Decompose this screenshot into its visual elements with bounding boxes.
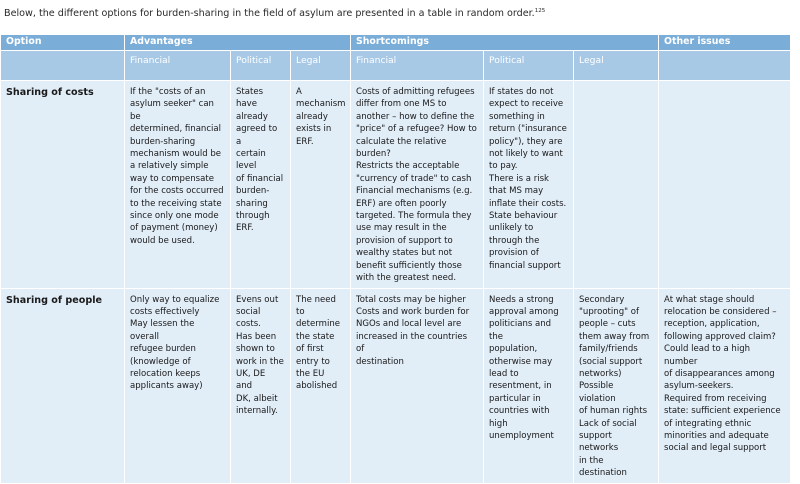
cell-text-line: burden- — [236, 186, 270, 197]
cell-text-line: of first — [296, 344, 324, 355]
cell-text-line: particular in — [489, 393, 541, 404]
cell-text-line: asylum-seekers. — [664, 381, 734, 392]
cell-text-line: asylum seeker" can be — [130, 99, 214, 122]
cell-text-line: unlikely to — [489, 223, 534, 234]
cell-text-line: of disappearances among — [664, 368, 775, 379]
cell-text-line: applicants away) — [130, 381, 203, 392]
subheader-adv-legal: Legal — [291, 51, 351, 81]
cell-text-line: provision of — [489, 248, 539, 259]
cell-adv-financial — [125, 288, 231, 483]
cell-text-line: Costs and work burden for — [356, 306, 470, 317]
cell-text-line: through the — [489, 235, 540, 246]
cell-text-line: Costs of admitting refugees — [356, 87, 475, 97]
cell-text-line: Restricts the acceptable — [356, 161, 460, 172]
cell-text-line: differ from one MS to — [356, 99, 447, 110]
cell-sh-political — [484, 288, 574, 483]
cell-text-line: Lack of social — [579, 418, 637, 429]
cell-text-line: networks) — [579, 368, 622, 379]
row-label: Sharing of people — [1, 288, 125, 483]
cell-text-line: the state — [296, 331, 335, 342]
header-advantages: Advantages — [125, 35, 351, 51]
cell-adv-legal — [291, 81, 351, 289]
cell-text-line: work in the — [236, 356, 284, 367]
cell-text-line: not likely to want — [489, 149, 563, 160]
cell-adv-financial — [125, 81, 231, 289]
cell-text-line: Only way to equalize — [130, 294, 220, 305]
cell-text-line: targeted. The formula they — [356, 211, 472, 222]
cell-text-line: way to compensate — [130, 173, 214, 184]
cell-text-line: the EU — [296, 368, 325, 379]
cell-text-line: Required from receiving — [664, 393, 767, 404]
cell-text-line: NGOs and local level are — [356, 319, 462, 330]
cell-text-line: use may result in the — [356, 223, 447, 234]
header-row-groups — [1, 35, 791, 51]
header-other-issues: Other issues — [659, 35, 791, 51]
table-row-sharing-of-people — [1, 288, 791, 483]
cell-other-issues — [659, 81, 791, 289]
cell-text-line: UK, DE and — [236, 368, 266, 392]
cell-text-line: There is a risk — [489, 173, 549, 184]
cell-text-line: calculate the relative — [356, 136, 447, 147]
cell-sh-legal — [574, 81, 659, 289]
cell-text-line: agreed to a — [236, 124, 278, 147]
cell-text-line: through — [236, 211, 270, 222]
cell-text-line: "currency of trade" to cash — [356, 173, 472, 184]
intro-sentence: Below, the different options for burden-sharing in the field of asylum are presented in a table in random order. — [4, 8, 535, 20]
cell-text-line: in the destination — [579, 455, 627, 479]
cell-text-line: Could lead to a high number — [664, 344, 751, 367]
cell-text-line: burden-sharing — [130, 136, 196, 147]
cell-text-line: already — [236, 111, 268, 122]
cell-text-line: refugee burden — [130, 344, 196, 355]
cell-text-line: certain level — [236, 149, 266, 172]
cell-text-line: Has been — [236, 331, 277, 342]
cell-text-line: May lessen the overall — [130, 319, 195, 342]
cell-text-line: otherwise may — [489, 356, 553, 367]
cell-text-line: to pay. — [489, 161, 518, 172]
cell-text-line: (social support — [579, 356, 643, 367]
cell-other-issues — [659, 288, 791, 483]
cell-text-line: destination — [356, 356, 404, 367]
cell-text-line: something in — [489, 111, 545, 122]
cell-text-line: minorities and adequate — [664, 430, 769, 441]
cell-text-line: Possible violation — [579, 381, 616, 404]
cell-text-line: reception, application, — [664, 319, 760, 330]
cell-text-line: Secondary — [579, 294, 625, 305]
cell-text-line: relocation keeps — [130, 368, 201, 379]
cell-text-line: another – how to define the — [356, 111, 475, 122]
cell-text-line: social and legal support — [664, 443, 767, 454]
cell-text-line: sharing — [236, 198, 268, 209]
table-row-sharing-of-costs — [1, 81, 791, 289]
cell-text-line: of human rights — [579, 406, 648, 417]
cell-text-line: If the "costs of an — [130, 87, 206, 97]
cell-text-line: The need — [296, 294, 336, 305]
cell-text-line: benefit sufficiently those — [356, 260, 462, 271]
cell-text-line: ERF. — [296, 136, 314, 147]
cell-text-line: exists in — [296, 124, 332, 135]
subheader-sh-financial: Financial — [351, 51, 484, 81]
cell-text-line: determined, financial — [130, 124, 222, 135]
cell-text-line: (knowledge of — [130, 356, 191, 367]
cell-text-line: policy"), they are — [489, 136, 563, 147]
cell-text-line: mechanism — [296, 99, 346, 110]
cell-text-line: increased in the countries of — [356, 331, 468, 355]
cell-text-line: following approved claim? — [664, 331, 776, 342]
cell-text-line: wealthy states but not — [356, 248, 453, 259]
cell-text-line: shown to — [236, 344, 275, 355]
cell-text-line: entry to — [296, 356, 330, 367]
cell-text-line: unemployment — [489, 430, 554, 441]
cell-text-line: them away from — [579, 331, 650, 342]
cell-text-line: Needs a strong — [489, 294, 554, 305]
row-label: Sharing of costs — [1, 81, 125, 289]
cell-text-line: provision of support to — [356, 235, 453, 246]
cell-text-line: Financial mechanisms (e.g. — [356, 186, 473, 197]
header-row-subgroups — [1, 51, 791, 81]
cell-text-line: to the receiving state — [130, 198, 222, 209]
cell-adv-political — [231, 288, 291, 483]
cell-text-line: States have — [236, 87, 264, 110]
cell-text-line: Total costs may be higher — [356, 294, 466, 305]
cell-text-line: high — [489, 418, 508, 429]
cell-text-line: countries with — [489, 406, 550, 417]
header-option: Option — [1, 35, 125, 51]
cell-text-line: costs effectively — [130, 306, 200, 317]
cell-sh-political — [484, 81, 574, 289]
cell-text-line: people – cuts — [579, 319, 636, 330]
cell-text-line: If states do not — [489, 87, 554, 97]
cell-text-line: since only one mode — [130, 211, 219, 222]
cell-text-line: return ("insurance — [489, 124, 567, 135]
cell-sh-legal — [574, 288, 659, 483]
footnote-ref: 125 — [534, 8, 546, 14]
cell-text-line: approval among — [489, 306, 559, 317]
cell-text-line: "uprooting" of — [579, 306, 640, 317]
cell-text-line: inflate their costs. — [489, 198, 567, 209]
cell-text-line: At what stage should — [664, 294, 755, 305]
cell-text-line: a relatively simple — [130, 161, 209, 172]
cell-text-line: population, — [489, 344, 538, 355]
cell-text-line: "price" of a refugee? How to — [356, 124, 477, 135]
cell-sh-financial — [351, 288, 484, 483]
cell-sh-financial — [351, 81, 484, 289]
cell-text-line: for the costs occurred — [130, 186, 224, 197]
cell-text-line: social costs. — [236, 306, 261, 330]
cell-text-line: abolished — [296, 381, 338, 392]
cell-text-line: resentment, in — [489, 381, 552, 392]
cell-text-line: DK, albeit — [236, 393, 278, 404]
cell-text-line: A — [296, 87, 302, 97]
subheader-sh-legal: Legal — [574, 51, 659, 81]
cell-text-line: burden? — [356, 149, 391, 160]
burden-sharing-table — [0, 34, 791, 484]
cell-text-line: that MS may — [489, 186, 544, 197]
subheader-empty-option — [1, 51, 125, 81]
subheader-adv-political: Political — [231, 51, 291, 81]
intro-text — [4, 8, 545, 19]
cell-text-line: lead to — [489, 368, 519, 379]
cell-text-line: politicians and the — [489, 319, 552, 342]
cell-text-line: ERF. — [236, 223, 254, 234]
subheader-adv-financial: Financial — [125, 51, 231, 81]
cell-text-line: of integrating ethnic — [664, 418, 752, 429]
cell-text-line: family/friends — [579, 344, 638, 355]
cell-text-line: to — [296, 306, 305, 317]
cell-text-line: financial support — [489, 260, 561, 271]
cell-text-line: already — [296, 111, 328, 122]
cell-text-line: of payment (money) — [130, 223, 218, 234]
cell-adv-legal — [291, 288, 351, 483]
cell-text-line: would be used. — [130, 235, 195, 246]
cell-text-line: determine — [296, 319, 341, 330]
subheader-empty-other — [659, 51, 791, 81]
subheader-sh-political: Political — [484, 51, 574, 81]
cell-text-line: relocation be considered – — [664, 306, 777, 317]
cell-text-line: State behaviour — [489, 211, 558, 222]
cell-text-line: expect to receive — [489, 99, 564, 110]
cell-text-line: state: sufficient experience — [664, 406, 781, 417]
header-shortcomings: Shortcomings — [351, 35, 659, 51]
table-body — [1, 81, 791, 484]
cell-text-line: Evens out — [236, 294, 279, 305]
cell-adv-political — [231, 81, 291, 289]
cell-text-line: of financial — [236, 173, 284, 184]
cell-text-line: mechanism would be — [130, 149, 222, 160]
cell-text-line: internally. — [236, 406, 278, 417]
cell-text-line: with the greatest need. — [356, 273, 457, 284]
cell-text-line: ERF) are often poorly — [356, 198, 447, 209]
cell-text-line: support networks — [579, 430, 619, 454]
